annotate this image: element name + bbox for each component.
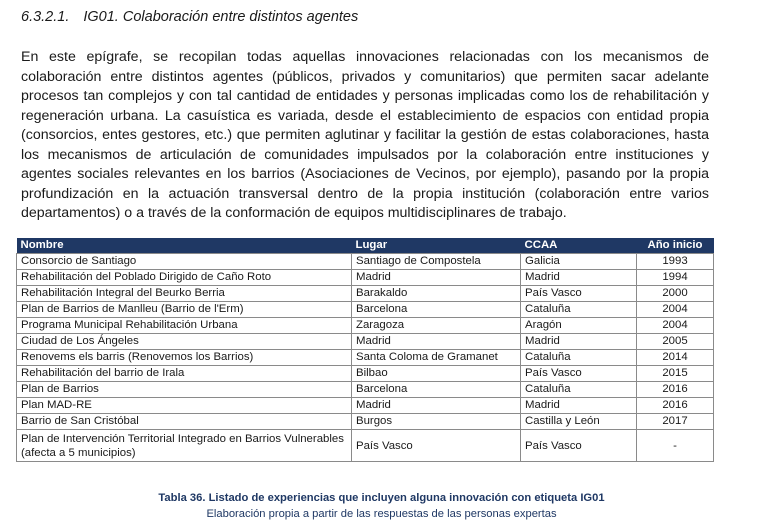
table-row: [17, 318, 714, 334]
cell-lugar: Zaragoza: [352, 318, 521, 334]
cell-ccaa: Cataluña: [521, 350, 637, 366]
cell-anio: 2015: [637, 366, 714, 382]
cell-lugar: Madrid: [352, 398, 521, 414]
table-header-row: [17, 238, 714, 254]
table-row: [17, 270, 714, 286]
cell-ccaa: País Vasco: [521, 286, 637, 302]
cell-ccaa: Galicia: [521, 254, 637, 270]
cell-anio: 2014: [637, 350, 714, 366]
cell-ccaa: País Vasco: [521, 366, 637, 382]
cell-ccaa: Cataluña: [521, 302, 637, 318]
cell-ccaa: País Vasco: [521, 430, 637, 462]
table-row: [17, 350, 714, 366]
table-source: Elaboración propia a partir de las respuestas de las personas expertas: [206, 508, 557, 520]
cell-nombre: Rehabilitación del barrio de Irala: [17, 366, 352, 382]
cell-anio: 2017: [637, 414, 714, 430]
column-header-nombre: Nombre: [17, 238, 352, 254]
table-row: [17, 382, 714, 398]
table-row: [17, 430, 714, 462]
cell-lugar: Barcelona: [352, 302, 521, 318]
table-caption: Tabla 36. Listado de experiencias que incluyen alguna innovación con etiqueta IG01: [158, 492, 605, 504]
cell-lugar: Madrid: [352, 270, 521, 286]
cell-ccaa: Madrid: [521, 270, 637, 286]
cell-anio: 2004: [637, 302, 714, 318]
column-header-ccaa: CCAA: [521, 238, 637, 254]
experiences-table: [16, 238, 714, 462]
cell-lugar: Barcelona: [352, 382, 521, 398]
cell-nombre: Plan de Barrios de Manlleu (Barrio de l'Erm): [17, 302, 352, 318]
section-number: 6.3.2.1.: [21, 9, 70, 25]
cell-anio: 2000: [637, 286, 714, 302]
cell-ccaa: Aragón: [521, 318, 637, 334]
cell-nombre: Renovems els barris (Renovemos los Barrios): [17, 350, 352, 366]
column-header-anio: Año inicio: [637, 238, 714, 254]
cell-anio: 2005: [637, 334, 714, 350]
cell-anio: 2004: [637, 318, 714, 334]
cell-lugar: Bilbao: [352, 366, 521, 382]
section-title: IG01. Colaboración entre distintos agentes: [83, 9, 359, 25]
column-header-lugar: Lugar: [352, 238, 521, 254]
cell-anio: 2016: [637, 398, 714, 414]
cell-ccaa: Cataluña: [521, 382, 637, 398]
table-row: [17, 302, 714, 318]
cell-anio: 1994: [637, 270, 714, 286]
cell-lugar: País Vasco: [352, 430, 521, 462]
cell-nombre: Plan MAD-RE: [17, 398, 352, 414]
table-row: [17, 254, 714, 270]
cell-anio: 1993: [637, 254, 714, 270]
table-row: [17, 414, 714, 430]
cell-nombre: Rehabilitación del Poblado Dirigido de Caño Roto: [17, 270, 352, 286]
cell-nombre: Ciudad de Los Ángeles: [17, 334, 352, 350]
section-heading: [21, 9, 358, 25]
cell-ccaa: Madrid: [521, 334, 637, 350]
table-row: [17, 398, 714, 414]
cell-anio: -: [637, 430, 714, 462]
body-paragraph: En este epígrafe, se recopilan todas aquellas innovaciones relacionadas con los mecanismos de colaboración entre distintos agentes (públicos, privados y comunitarios) que permiten sacar adelante procesos tan complejos y con tal cantidad de entidades y personas implicadas como los de rehabilitación y regeneración urbana. La casuística es variada, desde el establecimiento de espacios con entidad propia (consorcios, entes gestores, etc.) que permiten aglutinar y facilitar la gestión de estas colaboraciones, hasta los mecanismos de articulación de comunidades impulsados por la colaboración entre instituciones y agentes sociales relevantes en los barrios (Asociaciones de Vecinos, por ejemplo), pasando por la propia profundización en la actuación transversal dentro de la propia institución (colaboración entre varios departamentos) o a través de la conformación de equipos multidisciplinares de trabajo.: [21, 49, 709, 221]
cell-nombre: Consorcio de Santiago: [17, 254, 352, 270]
cell-nombre: Programa Municipal Rehabilitación Urbana: [17, 318, 352, 334]
cell-ccaa: Madrid: [521, 398, 637, 414]
cell-nombre: Rehabilitación Integral del Beurko Berria: [17, 286, 352, 302]
cell-nombre: Barrio de San Cristóbal: [17, 414, 352, 430]
table-row: [17, 334, 714, 350]
cell-lugar: Santiago de Compostela: [352, 254, 521, 270]
cell-lugar: Burgos: [352, 414, 521, 430]
cell-lugar: Madrid: [352, 334, 521, 350]
cell-anio: 2016: [637, 382, 714, 398]
table-row: [17, 366, 714, 382]
cell-lugar: Santa Coloma de Gramanet: [352, 350, 521, 366]
cell-nombre: Plan de Intervención Territorial Integrado en Barrios Vulnerables (afecta a 5 municipios): [17, 430, 352, 462]
table-row: [17, 286, 714, 302]
cell-nombre: Plan de Barrios: [17, 382, 352, 398]
cell-lugar: Barakaldo: [352, 286, 521, 302]
cell-ccaa: Castilla y León: [521, 414, 637, 430]
